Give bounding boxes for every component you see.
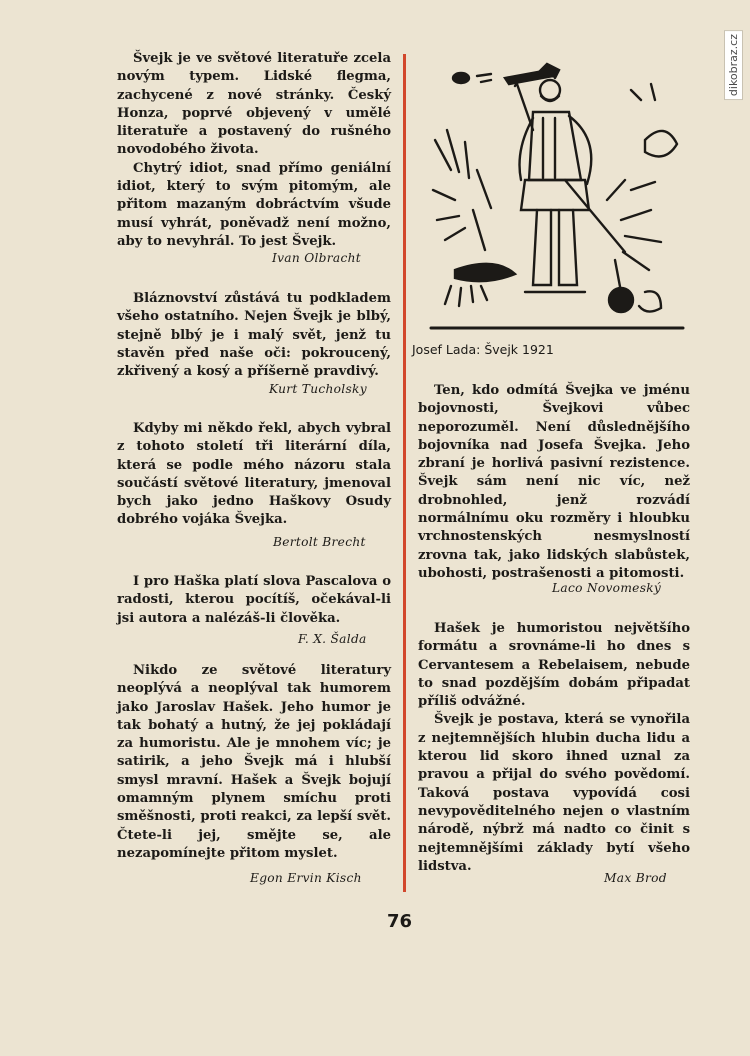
quote-novomesky <box>418 382 690 583</box>
author-novomesky: Laco Novomeský <box>552 581 662 595</box>
quote-paragraph: Ten, kdo odmítá Švejka ve jménu bojovnosti, Švejkovi vůbec neporozuměl. Není důslednějšího bojovníka nad Josefa Švejka. Jeho zbraní je horlivá pasivní rezistence. Švejk sám není nic víc, než drobnohled, jenž rozvádí normálnímu oku rozměry i hloubku vrchnostenských nesmyslností zrovna tak, jako lidských slabůstek, ubohosti, postrašenosti a pitomosti. <box>418 383 690 581</box>
quote-paragraph: Hašek je humoristou největšího formátu a srovnáme-li ho dnes s Cervantesem a Rebelaisem, nebude to snad pozdějším dobám připadat příliš odvážné. <box>418 621 690 710</box>
author-tucholsky: Kurt Tucholsky <box>269 382 367 396</box>
soldier-illustration <box>425 60 685 330</box>
quote-paragraph: Švejk je postava, která se vynořila z nejtemnějších hlubin ducha lidu a kterou lid skoro ihned uznal za pravou a přijal do svého povědomí. Taková postava vypovídá cosi nevypověditelného nejen o vlastním národě, nýbrž má nadto co činit s nejtemnějšími základy bytí všeho lidstva. <box>418 712 690 874</box>
quote-brecht <box>117 420 391 530</box>
quote-salda <box>117 573 391 628</box>
quote-tucholsky <box>117 290 391 381</box>
author-brod: Max Brod <box>604 871 667 885</box>
author-brecht: Bertolt Brecht <box>273 535 366 549</box>
quote-olbracht <box>117 50 391 251</box>
quote-paragraph: Kdyby mi někdo řekl, abych vybral z tohoto století tři literární díla, která se podle mého názoru stala součástí světové literatury, jmenoval bych jako jedno Haškovy Osudy dobrého vojáka Švejka. <box>117 421 391 528</box>
author-kisch: Egon Ervin Kisch <box>250 871 362 885</box>
page-number: 76 <box>387 911 413 932</box>
site-watermark: dikobraz.cz <box>724 30 743 100</box>
quote-kisch <box>117 662 391 863</box>
quote-paragraph: Chytrý idiot, snad přímo geniální idiot, který to svým pitomým, ale přitom mazaným dobráctvím všude musí vyhrát, poněvadž není možno, aby to nevyhrál. To jest Švejk. <box>117 160 391 249</box>
quote-brod <box>418 620 690 876</box>
quote-paragraph: I pro Haška platí slova Pascalova o radosti, kterou pocítíš, očekával-li jsi autora a nalézáš-li člověka. <box>117 574 391 626</box>
quote-paragraph: Nikdo ze světové literatury neoplývá a neoplýval tak humorem jako Jaroslav Hašek. Jeho humor je tak bohatý a hutný, že jej pokládají za humoristu. Ale je mnohem víc; je satirik, a jeho Švejk má i hlubší smysl mravní. Hašek a Švejk bojují omamným plynem smíchu proti směšnosti, proti reakci, za lepší svět. Čtete-li jej, smějte se, ale nezapomínejte přitom myslet. <box>117 663 391 861</box>
illustration-caption: Josef Lada: Švejk 1921 <box>412 342 554 357</box>
column-divider <box>403 54 406 892</box>
quote-paragraph: Bláznovství zůstává tu podkladem všeho ostatního. Nejen Švejk je blbý, stejně blbý je i malý svět, jenž tu stavěn před naše oči: pokroucený, zkřivený a kosý a příšerně pravdivý. <box>117 291 391 380</box>
author-olbracht: Ivan Olbracht <box>272 251 361 265</box>
author-salda: F. X. Šalda <box>298 632 367 646</box>
quote-paragraph: Švejk je ve světové literatuře zcela novým typem. Lidské flegma, zachycené z nové stránky. Český Honza, poprvé objevený v umělé literatuře a postavený do rušného novodobého života. <box>117 51 391 158</box>
